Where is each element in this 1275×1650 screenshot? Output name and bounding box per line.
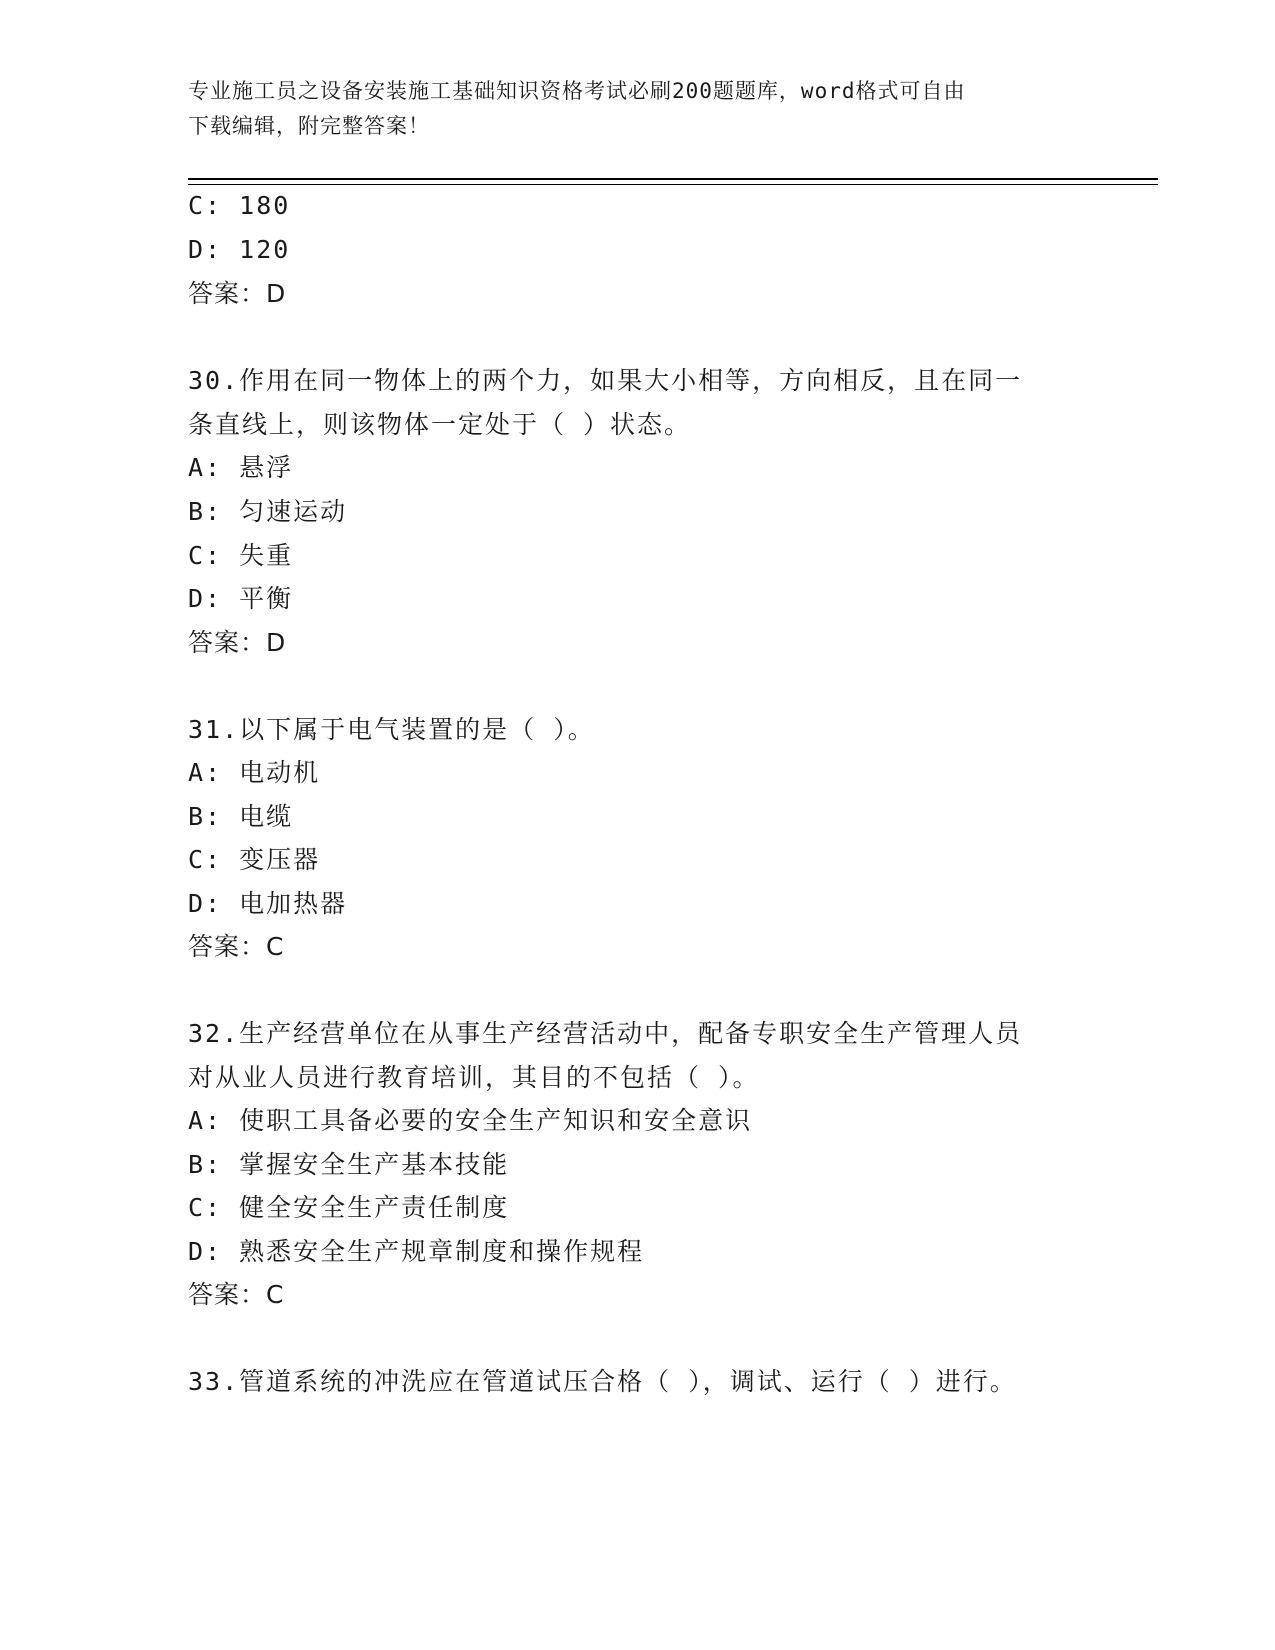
q30-option-d: D: 平衡 xyxy=(188,584,294,613)
q30-option-b: B: 匀速运动 xyxy=(188,497,348,526)
q30-stem-line-1: 30.作用在同一物体上的两个力，如果大小相等，方向相反，且在同一 xyxy=(188,366,1023,395)
q33-stem-line-1: 33.管道系统的冲洗应在管道试压合格（ ），调试、运行（ ）进行。 xyxy=(188,1367,1017,1396)
q31-stem-line-1: 31.以下属于电气装置的是（ ）。 xyxy=(188,715,595,744)
q31-option-b: B: 电缆 xyxy=(188,802,294,831)
q29-option-d: D: 120 xyxy=(188,235,291,264)
q32-option-a: A: 使职工具备必要的安全生产知识和安全意识 xyxy=(188,1106,753,1135)
q29-option-c: C: 180 xyxy=(188,191,291,220)
q30-answer: 答案：D xyxy=(188,628,287,657)
q32-option-d: D: 熟悉安全生产规章制度和操作规程 xyxy=(188,1237,645,1266)
q32-option-b: B: 掌握安全生产基本技能 xyxy=(188,1150,510,1179)
q30-option-a: A: 悬浮 xyxy=(188,453,294,482)
q32-answer: 答案：C xyxy=(188,1280,285,1309)
q29-answer: 答案：D xyxy=(188,279,287,308)
header-title-line-2: 下载编辑，附完整答案！ xyxy=(188,114,430,138)
q32-option-c: C: 健全安全生产责任制度 xyxy=(188,1193,510,1222)
q32-stem-line-1: 32.生产经营单位在从事生产经营活动中，配备专职安全生产管理人员 xyxy=(188,1019,1023,1048)
header-divider-thin xyxy=(188,184,1158,185)
header-divider-thick xyxy=(188,178,1158,180)
q31-option-c: C: 变压器 xyxy=(188,845,321,874)
header-title-line-1: 专业施工员之设备安装施工基础知识资格考试必刷200题题库，word格式可自由 xyxy=(188,79,966,103)
q31-answer: 答案：C xyxy=(188,932,285,961)
q30-option-c: C: 失重 xyxy=(188,541,294,570)
q32-stem-line-2: 对从业人员进行教育培训，其目的不包括（ ）。 xyxy=(188,1063,760,1092)
q31-option-d: D: 电加热器 xyxy=(188,889,348,918)
document-header xyxy=(188,74,1088,144)
q30-stem-line-2: 条直线上，则该物体一定处于（ ）状态。 xyxy=(188,410,692,439)
q31-option-a: A: 电动机 xyxy=(188,758,321,787)
